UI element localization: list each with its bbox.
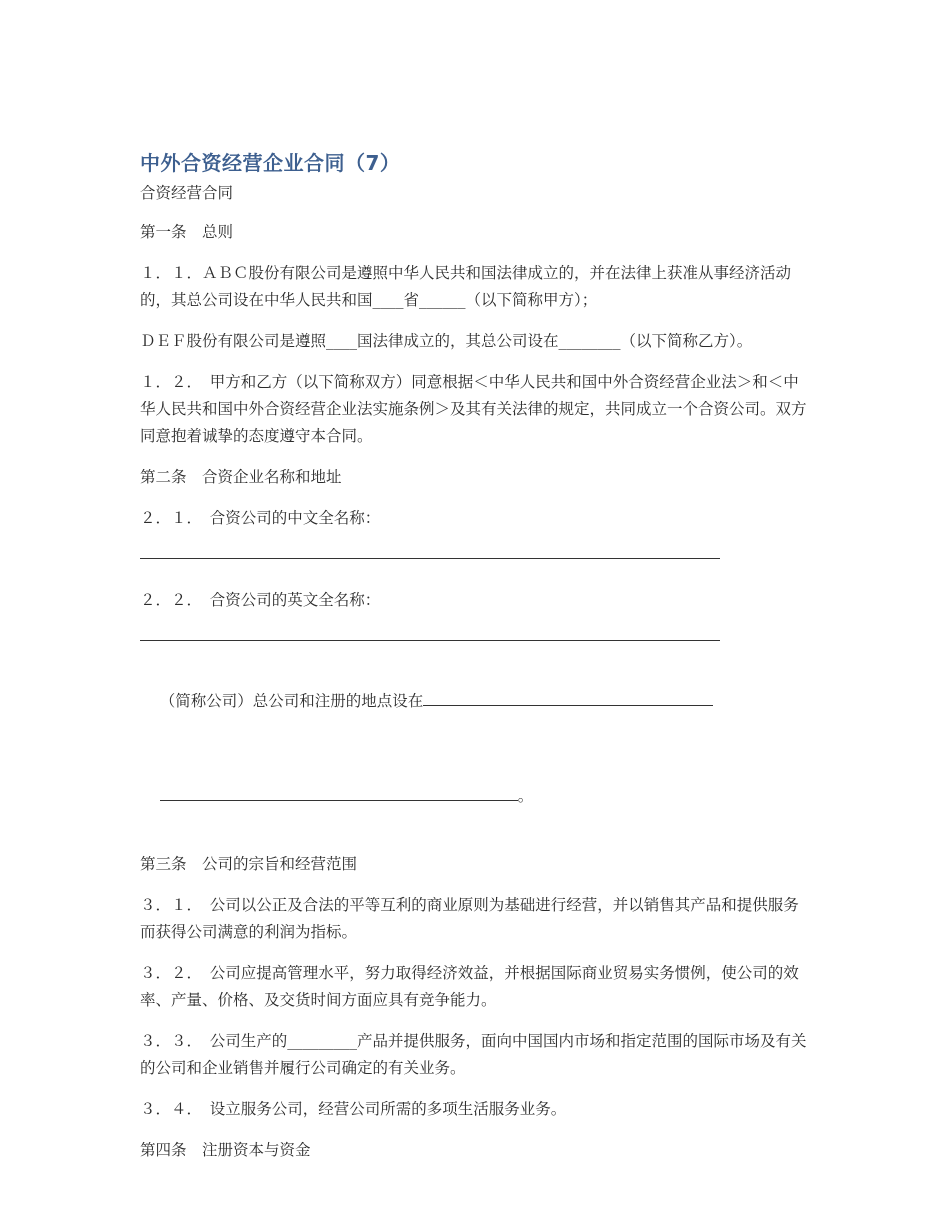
clause-2-address: [140, 661, 812, 742]
document-subtitle: 合资经营合同: [140, 184, 234, 202]
clause-3-1: ３．１． 公司以公正及合法的平等互利的商业原则为基础进行经营，并以销售其产品和提供服务而获得公司满意的利润为指标。: [140, 896, 799, 941]
clause-2-address-cont: [140, 756, 812, 837]
address-label: （简称公司）总公司和注册的地点设在: [159, 692, 424, 710]
english-name-blank: [140, 620, 720, 641]
document-page: [140, 148, 812, 1178]
chinese-name-blank: [140, 538, 720, 559]
clause-2-1: ２．１． 合资公司的中文全名称：: [140, 509, 381, 527]
address-end: 。: [517, 787, 534, 805]
clause-3-4: ３．４． 设立服务公司，经营公司所需的多项生活服务业务。: [140, 1100, 567, 1118]
address-blank: [423, 689, 713, 706]
document-title: 中外合资经营企业合同（7）: [140, 151, 401, 175]
clause-3-3: ３．３． 公司生产的_________产品并提供服务，面向中国国内市场和指定范围的国际市场及有关的公司和企业销售并履行公司确定的有关业务。: [140, 1032, 807, 1077]
article-2-heading: 第二条 合资企业名称和地址: [140, 468, 342, 486]
clause-3-2: ３．２． 公司应提高管理水平，努力取得经济效益，并根据国际商业贸易实务惯例，使公司的效率、产量、价格、及交货时间方面应具有竞争能力。: [140, 964, 799, 1009]
clause-2-2: ２．２． 合资公司的英文全名称：: [140, 591, 381, 609]
article-3-heading: 第三条 公司的宗旨和经营范围: [140, 855, 358, 873]
clause-1-2: １．２． 甲方和乙方（以下简称双方）同意根据＜中华人民共和国中外合资经营企业法＞和＜中华人民共和国中外合资经营企业法实施条例＞及其有关法律的规定，共同成立一个合资公司。双方同意抱着诚挚的态度遵守本合同。: [140, 373, 807, 445]
clause-1-1-party-b: ＤＥＦ股份有限公司是遵照____国法律成立的，其总公司设在________（以下简称乙方）。: [140, 332, 753, 350]
article-4-heading: 第四条 注册资本与资金: [140, 1141, 311, 1159]
address-blank-2: [160, 784, 518, 801]
clause-1-1: １．１．ＡＢＣ股份有限公司是遵照中华人民共和国法律成立的，并在法律上获准从事经济活动的，其总公司设在中华人民共和国____省______（以下简称甲方）；: [140, 264, 792, 309]
article-1-heading: 第一条 总则: [140, 223, 234, 241]
